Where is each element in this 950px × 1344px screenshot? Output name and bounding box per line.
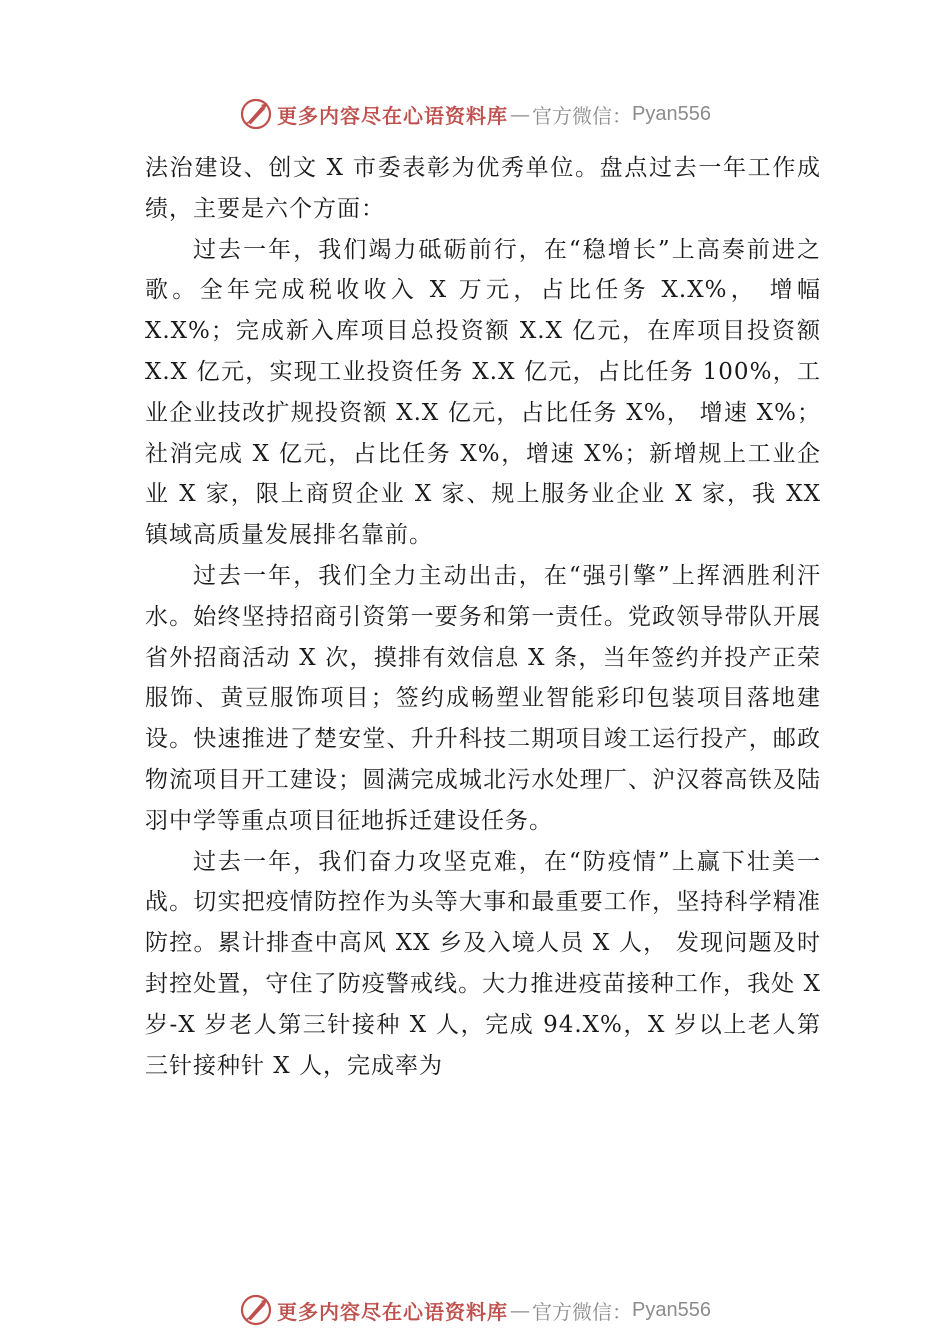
quill-logo-icon	[239, 97, 273, 131]
watermark-dash: —	[510, 1298, 531, 1322]
watermark-brand: 更多内容尽在心语资料库	[277, 1299, 509, 1324]
paragraph-2: 过去一年，我们竭力砥砺前行，在“稳增长”上高奏前进之歌。全年完成税收收入 X 万元，占比任务 X.X%， 增幅 X.X%；完成新入库项目总投资额 X.X 亿元，在库项目投资额 X.X 亿元，实现工业投资任务 X.X 亿元，占比任务 100%，工业企业技改扩规投资额 X.X 亿元，占比任务 X%， 增速 X%；社消完成 X 亿元，占比任务 X%，增速 X%；新增规上工业企业 X 家，限上商贸企业 X 家、规上服务业企业 X 家，我 XX 镇域高质量发展排名靠前。	[145, 236, 821, 549]
paragraph-3: 过去一年，我们全力主动出击，在“强引擎”上挥洒胜利汗水。始终坚持招商引资第一要务和第一责任。党政领导带队开展省外招商活动 X 次，摸排有效信息 X 条，当年签约并投产正荣服饰、黄豆服饰项目；签约成畅塑业智能彩印包装项目落地建设。快速推进了楚安堂、升升科技二期项目竣工运行投产，邮政物流项目开工建设；圆满完成城北污水处理厂、沪汉蓉高铁及陆羽中学等重点项目征地拆迁建设任务。	[145, 562, 821, 834]
header-watermark	[0, 94, 950, 134]
watermark-wechat-label: 官方微信：	[532, 1299, 633, 1324]
watermark-handle: Pyan556	[632, 102, 711, 125]
watermark-wechat-label: 官方微信：	[532, 103, 633, 128]
watermark-brand: 更多内容尽在心语资料库	[277, 103, 509, 128]
footer-watermark	[0, 1290, 950, 1330]
watermark-handle: Pyan556	[632, 1298, 711, 1321]
watermark-dash: —	[510, 102, 531, 126]
paragraph-1: 法治建设、创文 X 市委表彰为优秀单位。盘点过去一年工作成绩，主要是六个方面：	[145, 155, 821, 222]
quill-logo-icon	[239, 1293, 273, 1327]
document-body	[145, 148, 821, 1086]
paragraph-4: 过去一年，我们奋力攻坚克难，在“防疫情”上赢下壮美一战。切实把疫情防控作为头等大事和最重要工作，坚持科学精准防控。累计排查中高风 XX 乡及入境人员 X 人， 发现问题及时封控处置，守住了防疫警戒线。大力推进疫苗接种工作，我处 X 岁-X 岁老人第三针接种 X 人，完成 94.X%，X 岁以上老人第三针接种针 X 人，完成率为	[145, 848, 821, 1079]
